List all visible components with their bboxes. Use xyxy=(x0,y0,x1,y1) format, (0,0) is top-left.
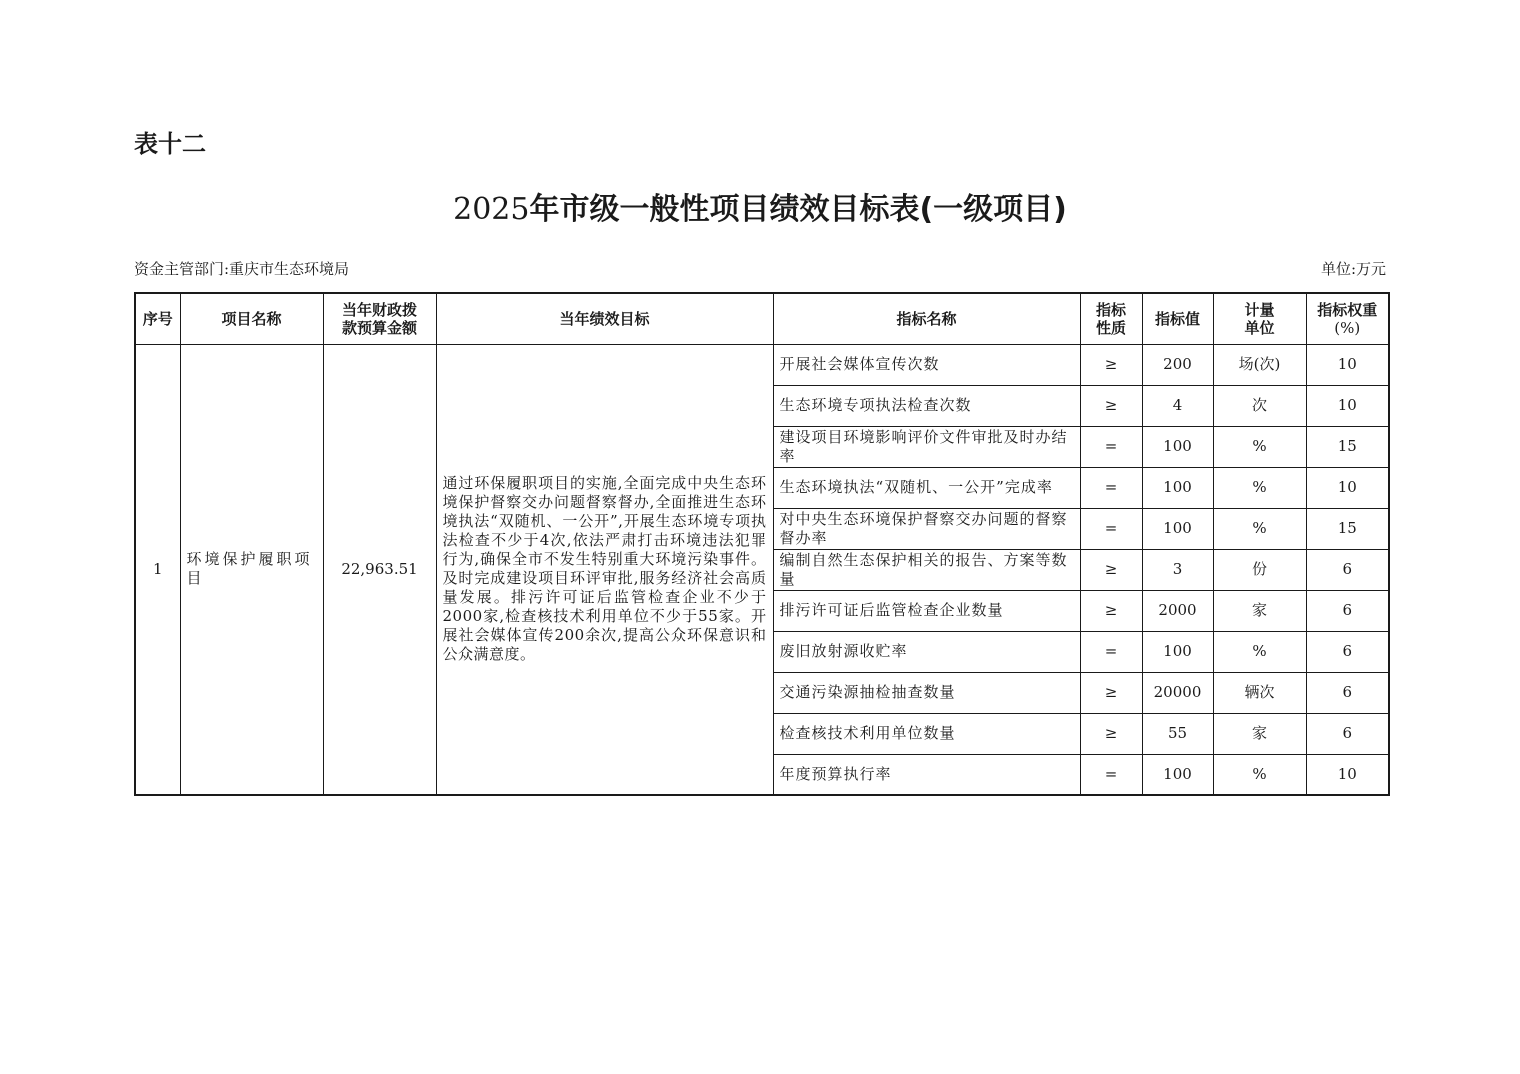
indicator-name: 开展社会媒体宣传次数 xyxy=(773,344,1080,385)
header-project-name: 项目名称 xyxy=(180,293,323,344)
indicator-unit: % xyxy=(1213,426,1306,467)
header-goal: 当年绩效目标 xyxy=(436,293,773,344)
indicator-name: 对中央生态环境保护督察交办问题的督察督办率 xyxy=(773,508,1080,549)
indicator-nature: ≥ xyxy=(1080,672,1142,713)
project-seq: 1 xyxy=(135,344,180,795)
project-goal: 通过环保履职项目的实施,全面完成中央生态环境保护督察交办问题督察督办,全面推进生态环境执法“双随机、一公开”,开展生态环境专项执法检查不少于4次,依法严肃打击环境违法犯罪行为,确保全市不发生特别重大环境污染事件。及时完成建设项目环评审批,服务经济社会高质量发展。排污许可证后监管检查企业不少于2000家,检查核技术利用单位不少于55家。开展社会媒体宣传200余次,提高公众环保意识和公众满意度。 xyxy=(436,344,773,795)
indicator-name: 生态环境执法“双随机、一公开”完成率 xyxy=(773,467,1080,508)
indicator-weight: 6 xyxy=(1306,631,1389,672)
header-seq: 序号 xyxy=(135,293,180,344)
indicator-weight: 15 xyxy=(1306,426,1389,467)
header-budget-line2: 款预算金额 xyxy=(341,318,417,337)
indicator-weight: 10 xyxy=(1306,385,1389,426)
header-row xyxy=(135,293,1389,344)
indicator-nature: ≥ xyxy=(1080,590,1142,631)
title-year: 2025 xyxy=(453,192,530,227)
indicator-unit: 家 xyxy=(1213,713,1306,754)
indicator-unit: % xyxy=(1213,631,1306,672)
header-unit-line1: 计量 xyxy=(1244,300,1275,319)
header-weight xyxy=(1306,293,1389,344)
indicator-nature: = xyxy=(1080,631,1142,672)
indicator-nature: ≥ xyxy=(1080,344,1142,385)
indicator-unit: % xyxy=(1213,508,1306,549)
unit-label: 单位:万元 xyxy=(1320,260,1386,278)
indicator-nature: = xyxy=(1080,426,1142,467)
indicator-weight: 6 xyxy=(1306,549,1389,590)
table-number: 表十二 xyxy=(134,130,206,158)
indicator-nature: ≥ xyxy=(1080,385,1142,426)
indicator-value: 4 xyxy=(1142,385,1213,426)
indicator-value: 20000 xyxy=(1142,672,1213,713)
header-nature-line2: 性质 xyxy=(1095,318,1126,337)
indicator-name: 排污许可证后监管检查企业数量 xyxy=(773,590,1080,631)
indicator-name: 检查核技术利用单位数量 xyxy=(773,713,1080,754)
project-name: 环境保护履职项目 xyxy=(180,344,323,795)
indicator-unit: 份 xyxy=(1213,549,1306,590)
indicator-nature: ≥ xyxy=(1080,713,1142,754)
indicator-value: 100 xyxy=(1142,426,1213,467)
header-value: 指标值 xyxy=(1142,293,1213,344)
indicator-unit: 场(次) xyxy=(1213,344,1306,385)
indicator-weight: 10 xyxy=(1306,344,1389,385)
header-nature xyxy=(1080,293,1142,344)
indicator-unit: 辆次 xyxy=(1213,672,1306,713)
indicator-unit: % xyxy=(1213,467,1306,508)
indicator-weight: 6 xyxy=(1306,590,1389,631)
header-weight-line1: 指标权重 xyxy=(1317,300,1378,319)
title-text: 年市级一般性项目绩效目标表(一级项目) xyxy=(529,192,1067,227)
indicator-weight: 6 xyxy=(1306,713,1389,754)
indicator-name: 年度预算执行率 xyxy=(773,754,1080,795)
indicator-value: 100 xyxy=(1142,467,1213,508)
performance-table xyxy=(134,292,1390,796)
indicator-name: 建设项目环境影响评价文件审批及时办结率 xyxy=(773,426,1080,467)
indicator-nature: ≥ xyxy=(1080,549,1142,590)
header-budget-line1: 当年财政拨 xyxy=(341,300,417,319)
indicator-name: 交通污染源抽检抽查数量 xyxy=(773,672,1080,713)
department-label: 资金主管部门:重庆市生态环境局 xyxy=(134,260,350,278)
indicator-weight: 15 xyxy=(1306,508,1389,549)
indicator-value: 200 xyxy=(1142,344,1213,385)
indicator-nature: = xyxy=(1080,467,1142,508)
indicator-value: 100 xyxy=(1142,508,1213,549)
header-nature-line1: 指标 xyxy=(1095,300,1126,319)
indicator-name: 生态环境专项执法检查次数 xyxy=(773,385,1080,426)
indicator-unit: % xyxy=(1213,754,1306,795)
header-weight-line2: (%) xyxy=(1334,318,1361,337)
project-budget: 22,963.51 xyxy=(323,344,436,795)
indicator-weight: 6 xyxy=(1306,672,1389,713)
indicator-value: 2000 xyxy=(1142,590,1213,631)
header-unit xyxy=(1213,293,1306,344)
indicator-value: 3 xyxy=(1142,549,1213,590)
indicator-unit: 次 xyxy=(1213,385,1306,426)
indicator-name: 编制自然生态保护相关的报告、方案等数量 xyxy=(773,549,1080,590)
indicator-weight: 10 xyxy=(1306,754,1389,795)
indicator-value: 55 xyxy=(1142,713,1213,754)
header-unit-line2: 单位 xyxy=(1244,318,1275,337)
document-title xyxy=(0,188,1520,232)
indicator-nature: = xyxy=(1080,754,1142,795)
indicator-unit: 家 xyxy=(1213,590,1306,631)
indicator-weight: 10 xyxy=(1306,467,1389,508)
indicator-nature: = xyxy=(1080,508,1142,549)
header-indicator: 指标名称 xyxy=(773,293,1080,344)
indicator-value: 100 xyxy=(1142,754,1213,795)
table-row xyxy=(135,344,1389,385)
indicator-name: 废旧放射源收贮率 xyxy=(773,631,1080,672)
indicator-value: 100 xyxy=(1142,631,1213,672)
header-budget xyxy=(323,293,436,344)
